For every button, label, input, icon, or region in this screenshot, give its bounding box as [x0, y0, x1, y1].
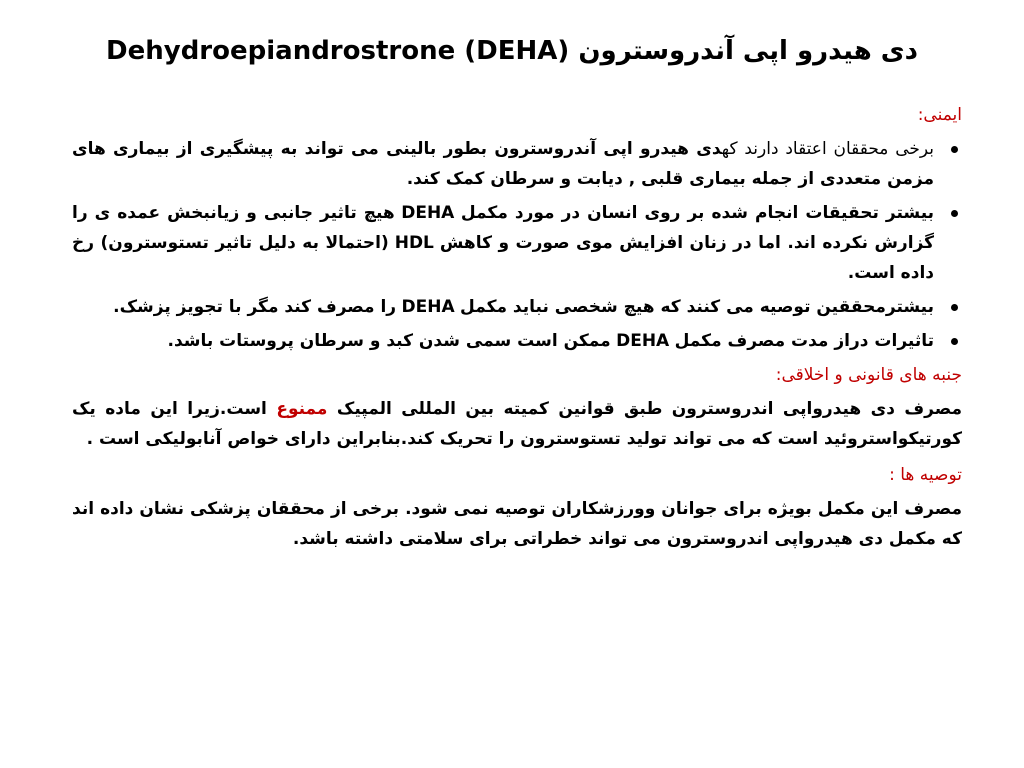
- recommendations-heading: توصیه ها :: [889, 465, 962, 485]
- safety-item-text: (احتمالا به دلیل تاثیر تستوسترون) رخ داده است.: [72, 233, 934, 283]
- safety-heading: ایمنی:: [917, 105, 962, 125]
- safety-item-text: را مصرف کند مگر با تجویز پزشک.: [113, 297, 397, 317]
- safety-item: [72, 134, 962, 194]
- title-english: Dehydroepiandrostrone (DEHA): [106, 36, 570, 66]
- safety-item-text: برخی محققان اعتقاد دارند که: [721, 139, 934, 159]
- safety-item-text: تاثیرات دراز مدت مصرف مکمل: [674, 331, 934, 351]
- legal-text: مصرف دی هیدرواپی اندروسترون طبق قوانین کمیته بین المللی المپیک: [336, 399, 963, 419]
- bullet-icon: [951, 304, 958, 311]
- legal-banned-word: ممنوع: [276, 399, 328, 419]
- safety-list: [72, 134, 962, 356]
- bullet-icon: [951, 338, 958, 345]
- slide-title: [60, 36, 964, 66]
- legal-paragraph: [72, 394, 962, 454]
- slide-content: [72, 100, 962, 560]
- safety-item: [72, 326, 962, 356]
- safety-item-text: ممکن است سمی شدن کبد و سرطان پروستات باشد.: [167, 331, 611, 351]
- bullet-icon: [951, 210, 958, 217]
- safety-item-text: بیشترمحققین توصیه می کنند که هیچ شخصی نباید مکمل: [460, 297, 934, 317]
- recommendations-paragraph: مصرف این مکمل بویژه برای جوانان وورزشکاران توصیه نمی شود. برخی از محققان پزشکی نشان داده اند که مکمل دی هیدرواپی اندروسترون می تواند خطراتی برای سلامتی داشته باشد.: [72, 499, 962, 549]
- safety-item-text: هیچ تاثیر جانبی و زیانبخش عمده ی را گزارش نکرده اند. اما در زنان افزایش موی صورت و کاهش: [72, 203, 935, 253]
- title-persian: دی هیدرو اپی آندروسترون: [578, 36, 918, 66]
- safety-item-abbr: DEHA: [401, 203, 455, 223]
- safety-item-text: دی هیدرو اپی آندروسترون بطور بالینی می تواند به پیشگیری از بیماری های مزمن متعددی از جمله بیماری قلبی , دیابت و سرطان کمک کند.: [72, 139, 934, 189]
- safety-item-text: بیشتر تحقیقات انجام شده بر روی انسان در مورد مکمل: [460, 203, 935, 223]
- safety-item-abbr: HDL: [394, 233, 434, 253]
- safety-item: [72, 198, 962, 288]
- safety-item: [72, 292, 962, 322]
- legal-heading: جنبه های قانونی و اخلاقی:: [775, 365, 962, 385]
- bullet-icon: [951, 146, 958, 153]
- safety-item-abbr: DEHA: [401, 297, 455, 317]
- legal-text: است.زیرا این ماده یک کورتیکواستروئید است که می تواند تولید تستوسترون را تحریک کند.بنابراین دارای خواص آنابولیکی است .: [72, 399, 962, 449]
- safety-item-abbr: DEHA: [616, 331, 670, 351]
